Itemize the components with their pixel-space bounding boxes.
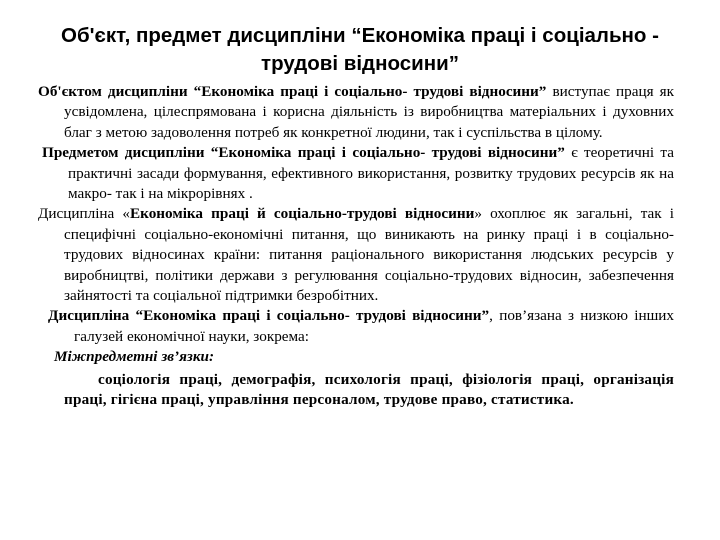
paragraph-subject — [42, 143, 674, 204]
interdisciplinary-label: Міжпредметні зв’язки: — [54, 348, 215, 366]
subjects-list: соціологія праці, демографія, психологія праці, фізіологія праці, організація праці, гігієна праці, управління персоналом, трудове право, статистика. — [64, 370, 674, 409]
subject-term: Предметом дисципліни “Економіка праці і соціально- трудові відносини” — [42, 144, 565, 162]
relations-text: , пов’язана з низкою інших галузей економічної науки, зокрема: — [74, 307, 675, 345]
scope-prefix: Дисципліна « — [38, 205, 131, 223]
paragraph-scope — [38, 204, 674, 306]
slide-title: Об'єкт, предмет дисципліни “Економіка праці і соціально - трудові відносини” — [61, 24, 659, 75]
paragraph-relations — [48, 306, 674, 347]
relations-term: Дисципліна “Економіка праці і соціально- трудові відносини” — [48, 307, 490, 325]
scope-term: Економіка праці й соціально-трудові відносини — [130, 205, 475, 223]
object-text: виступає праця як усвідомлена, цілеспрямована і корисна діяльність із виробництва матеріальних і духовних благ з метою задоволення потреб як конкретної людини, так і суспільства в цілому. — [64, 83, 674, 141]
slide-body — [38, 82, 674, 411]
subject-text: є теоретичні та практичні засади формування, ефективного використання, розвитку трудових ресурсів як на макро- так і на мікрорівнях . — [68, 144, 674, 203]
scope-text: » охоплює як загальні, так і специфічні соціально-економічні питання, що виникають на ринку праці і в соціально-трудових відносинах країни: питання раціонального використання людських ресурсів у виробництві, політики держави з регулювання соціально-трудових відносин, забезпечення зайнятості та соціальної підтримки безробітних. — [64, 205, 675, 305]
object-term: Об'єктом дисципліни “Економіка праці і соціально- трудові відносини” — [38, 83, 547, 100]
paragraph-object — [38, 82, 674, 143]
